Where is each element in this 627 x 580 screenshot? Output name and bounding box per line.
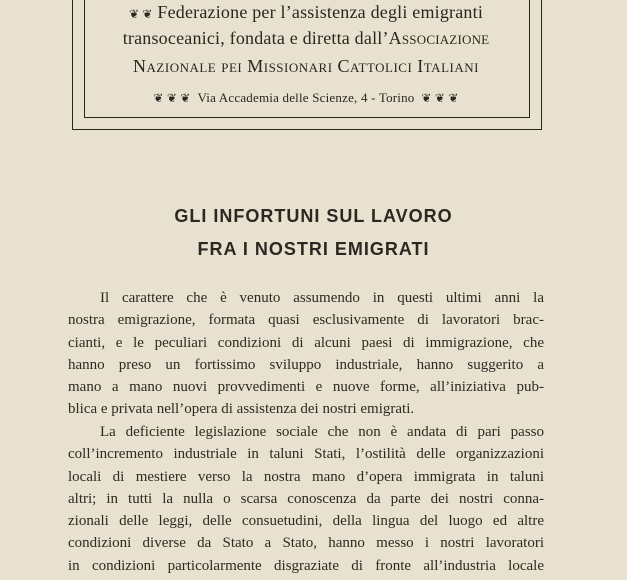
text-line: altri; in tutti la nulla o scarsa conoscenza da parte dei nostri conna- xyxy=(68,490,544,507)
article-title-line-1: GLI INFORTUNI SUL LAVORO xyxy=(174,206,453,226)
header-line-2-text: transoceanici, fondata e diretta dall’ xyxy=(122,28,389,48)
header-address-line xyxy=(84,90,528,106)
article-title-line-2: FRA I NOSTRI EMIGRATI xyxy=(197,239,430,259)
paragraph-1 xyxy=(68,287,544,421)
association-word: Associazione xyxy=(388,28,490,48)
text-line: coll’incremento industriale in taluni Stati, l’ostilità delle organizzazioni xyxy=(68,446,544,463)
text-line: Il carattere che è venuto assumendo in questi ultimi anni la xyxy=(100,290,544,306)
paragraph-2 xyxy=(68,421,544,577)
text-line: La deficiente legislazione sociale che non è andata di pari passo xyxy=(100,424,544,440)
address-text: Via Accademia delle Scienze, 4 - Torino xyxy=(197,90,415,105)
ornament-icon: ❦ ❦ xyxy=(128,7,153,21)
text-line: blica e privata nell’opera di assistenza dei nostri emigrati. xyxy=(68,401,415,418)
header-line-3: Nazionale pei Missionari Cattolici Italiani xyxy=(133,56,479,76)
header-line-1 xyxy=(84,2,528,23)
ornament-icon: ❦ ❦ ❦ xyxy=(421,91,459,105)
ornament-icon: ❦ ❦ ❦ xyxy=(153,91,191,105)
header-line-2 xyxy=(84,28,528,49)
text-line: condizioni diverse da Stato a Stato, hanno messo i nostri lavoratori xyxy=(68,535,544,552)
text-line: zionali delle leggi, delle consuetudini, della lingua del luogo ed altre xyxy=(68,513,544,530)
text-line: hanno preso un fortissimo sviluppo industriale, hanno suggerito a xyxy=(68,356,544,373)
federation-text: Federazione per l’assistenza degli emigranti xyxy=(157,2,484,22)
text-line: in condizioni particolarmente disgraziate di fronte all’industria locale xyxy=(68,557,544,574)
text-line: mano a mano nuovi provvedimenti e nuove forme, all’iniziativa pub- xyxy=(68,379,544,396)
text-line: nostra emigrazione, formata quasi esclusivamente di lavoratori brac- xyxy=(68,312,544,329)
text-line: cianti, e le peculiari condizioni di alcuni paesi di immigrazione, che xyxy=(68,334,544,351)
text-line: locali di mestiere verso la nostra mano d’opera immigrata in taluni xyxy=(68,468,544,485)
